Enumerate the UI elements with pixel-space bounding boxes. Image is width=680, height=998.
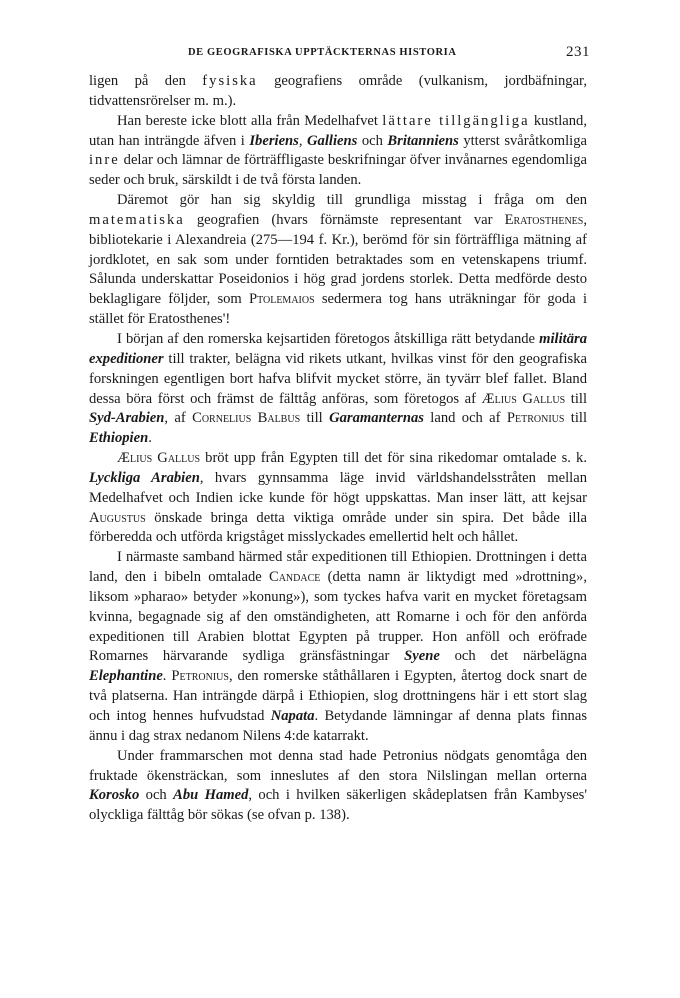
text-run: Iberiens	[249, 132, 299, 149]
text-run: kustland, utan han inträngde äfven i	[89, 112, 587, 149]
text-run: till	[300, 410, 330, 427]
body-text	[89, 72, 587, 826]
text-run: Cornelius Balbus	[192, 410, 301, 427]
text-run: till	[564, 410, 588, 427]
text-run: Ælius Gallus	[117, 450, 201, 467]
text-run: , den romerske ståthållaren i Egypten, återtog dock snart de två platserna. Han inträngde därpå i Ethiopien, slog drottningens här i ett stort slag och intog hennes hufvudstad	[89, 668, 588, 724]
text-run: Ptolemaios	[248, 291, 315, 308]
text-run: inre	[89, 152, 120, 169]
text-run: Candace	[268, 569, 321, 586]
text-run: till trakter, belägna vid rikets utkant, hvilkas vinst för den geografiska forskningen egentligen bort hafva blifvit mycket större, än tyvärr blef fallet. Bland dessa böra först och främst de fälttåg anföras, som företogos af	[89, 350, 587, 407]
page-number: 231	[566, 44, 590, 60]
text-run: Augustus	[89, 509, 146, 526]
text-run: Eratosthenes	[504, 211, 584, 228]
text-run: önskade bringa detta viktiga område under sin spira. Det både illa förberedda och utförda krigståget misslyckades emellertid helt och hållet.	[89, 509, 587, 546]
paragraph-4	[89, 330, 587, 449]
text-run: Han bereste icke blott alla från Medelhafvet	[117, 112, 383, 129]
text-run: och	[139, 787, 174, 804]
text-run: ligen på den	[89, 73, 203, 89]
text-run: till	[565, 390, 588, 407]
text-run: Garamanternas	[329, 410, 424, 427]
paragraph-6	[89, 548, 587, 746]
text-run: och det närbelägna	[439, 648, 587, 665]
paragraph-5	[89, 449, 587, 548]
text-run: och	[357, 132, 388, 149]
text-run: sedermera tog hans uträkningar för goda i stället för Eratosthenes'!	[89, 291, 587, 328]
text-run: Däremot gör han sig skyldig till grundliga misstag i fråga om den	[117, 192, 587, 209]
running-title: DE GEOGRAFISKA UPPTÄCKTERNAS HISTORIA	[188, 47, 457, 58]
text-run: , af	[164, 410, 193, 427]
text-run: , hvars gynnsamma läge invid världshandelsstråten mellan Medelhafvet och Indien icke kunde för högt uppskattas. Man inser lätt, att kejsar	[89, 469, 587, 506]
text-run: Britanniens	[387, 132, 459, 149]
text-run: Korosko	[89, 787, 140, 804]
text-run: . Betydande lämningar af denna plats finnas ännu i dag strax nedanom Nilens 4:de katarrakt.	[89, 708, 587, 744]
text-run: Napata	[270, 708, 315, 724]
text-run: Petronius	[506, 410, 565, 427]
text-run: delar och lämnar de förträffligaste beskrifningar öfver invånarnes egendomliga seder och bruk, särskildt i de två första landen.	[89, 152, 587, 189]
text-run: .	[162, 668, 172, 685]
text-run: Abu Hamed	[173, 787, 249, 804]
text-run: geografien (hvars förnämste representant var	[184, 211, 505, 228]
text-run: Syene	[404, 648, 440, 665]
text-run: Lyckliga Arabien	[89, 469, 200, 486]
text-run: Petronius	[171, 668, 229, 685]
text-run: militära expeditioner	[89, 330, 587, 367]
text-run: geografiens område (vulkanism, jordbäfningar, tidvattensrörelser m. m.).	[89, 73, 587, 109]
text-run: Syd-Arabien	[89, 410, 165, 427]
text-run: matematiska	[89, 211, 185, 228]
text-run: lättare tillgängliga	[382, 112, 530, 129]
text-run: Ethiopien	[89, 430, 149, 447]
text-run: (detta namn är liktydigt med »drottning», liksom »pharao» betyder »konung»), som tyckes hafva varit en mycket företagsam kvinna, begagnade sig af den omständigheten, att Romarne i och för den anförda expeditionen till Arabien blottat Egypten på trupper. Hon anföll och eröfrade Romarnes härvarande sydliga gränsfästningar	[89, 569, 588, 665]
paragraph-3	[89, 191, 587, 330]
text-run: Ælius Gallus	[481, 390, 566, 407]
text-run: Under frammarschen mot denna stad hade Petronius nödgats genomtåga den fruktade ökensträckan, som inneslutes af den stora Nilslingan mellan orterna	[89, 747, 587, 784]
text-run: fysiska	[202, 73, 258, 89]
paragraph-2	[89, 112, 587, 191]
paragraph-1	[89, 72, 587, 112]
text-run: land och af	[423, 410, 507, 427]
text-run: , och i hvilken säkerligen skådeplatsen från Kambyses' olyckliga fälttåg bör sökas (se ofvan p. 138).	[89, 787, 587, 824]
text-run: , bibliotekarie i Alexandreia (275—194 f. Kr.), berömd för sin förträffliga mätning af jordklotet, en sak som under forntiden betraktades som en vetenskapens triumf. Sålunda underskattar Poseidonios i hög grad jordens storlek. Detta medförde desto beklagligare följder, som	[89, 211, 587, 308]
text-run: ,	[298, 132, 308, 149]
paragraph-7	[89, 747, 587, 826]
text-run: I början af den romerska kejsartiden företogos åtskilliga rätt betydande	[117, 330, 540, 347]
text-run: ytterst svåråtkomliga	[458, 132, 588, 149]
text-run: I närmaste samband härmed står expeditionen till Ethiopien. Drottningen i detta land, den i bibeln omtalade	[89, 549, 587, 586]
text-run: Elephantine	[89, 668, 163, 685]
text-run: .	[148, 430, 152, 447]
text-run: bröt upp från Egypten till det för sina rikedomar omtalade s. k.	[200, 450, 587, 467]
text-run: Galliens	[307, 132, 358, 149]
